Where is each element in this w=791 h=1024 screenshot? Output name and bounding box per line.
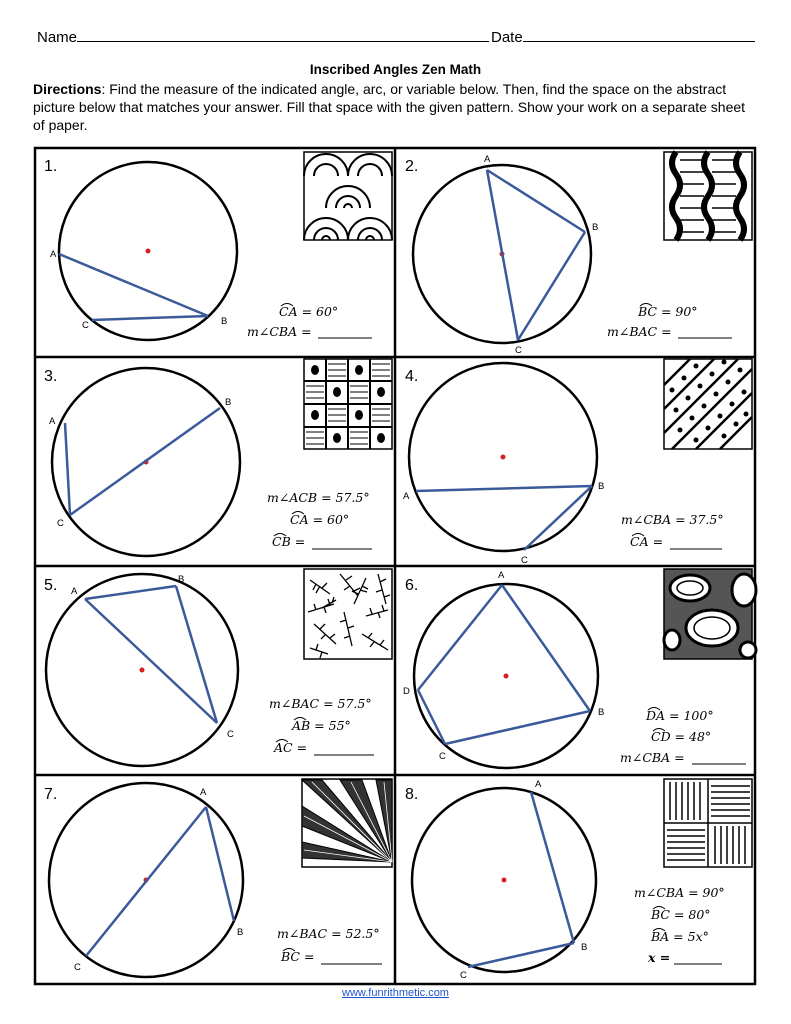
question-angle-cba: m∠CBA = [247,324,312,339]
problem-6 [403,569,756,768]
dotted-grid-pattern [304,359,392,449]
problem-number: 3. [44,368,58,385]
question-arc-ca: CA = [630,534,664,549]
rays-pattern [302,779,392,867]
date-label: Date [491,29,523,46]
grid-frame [35,148,755,984]
given-angle-cba: m∠CBA = 90° [634,885,725,900]
point-label-c: C [515,345,522,356]
given-angle-bac: m∠BAC = 52.5° [277,926,380,941]
worksheet-title: Inscribed Angles Zen Math [309,62,482,77]
question-arc-ac: AC = [274,740,308,755]
leaves-pattern [304,569,392,659]
chords [468,792,574,967]
given-arc-bc: BC = 90° [638,304,698,319]
point-label-c: C [82,320,89,331]
chords [416,486,592,550]
problem-number: 4. [405,368,419,385]
given-arc-ab: AB = 55° [292,718,351,733]
given-arc-bc: BC = 80° [651,907,711,922]
problem-number: 6. [405,577,419,594]
directions-text: : Find the measure of the indicated angle, arc, or variable below. Then, find the space on the abstract picture below that matches your answer. Fill that space with the given pattern. Show your work on a separate sheet of paper. [33,81,746,133]
problem-number: 7. [44,786,58,803]
center-point [140,668,145,673]
given-arc-ba: BA = 5x° [651,929,709,944]
point-label-a: A [403,491,410,502]
given-angle-cba: m∠CBA = 37.5° [621,512,724,527]
problem-number: 5. [44,577,58,594]
directions-label: Directions [33,81,102,97]
given-angle-acb: m∠ACB = 57.5° [267,490,370,505]
given-arc-ca: CA = 60° [290,512,350,527]
question-arc-bc: BC = [281,949,315,964]
scales-pattern [304,152,392,240]
point-label-a: A [71,586,78,597]
question-angle-cba: m∠CBA = [620,750,685,765]
problem-number: 2. [405,158,419,175]
given-angle-bac: m∠BAC = 57.5° [269,696,372,711]
point-label-c: C [439,751,446,762]
question-angle-bac: m∠BAC = [607,324,672,339]
problem-8 [405,779,752,981]
problem-2 [405,152,752,356]
given-arc-cd: CD = 48° [651,729,712,744]
footer-link[interactable]: www.funrithmetic.com [342,987,449,999]
point-label-c: C [227,729,234,740]
point-label-b: B [237,927,244,938]
problem-number: 1. [44,158,58,175]
problem-7 [44,779,392,977]
chords [85,586,217,723]
point-label-a: A [535,779,542,790]
diagonal-dots-pattern [664,359,752,449]
problem-number: 8. [405,786,419,803]
point-label-b: B [225,397,232,408]
given-arc-ca: CA = 60° [279,304,339,319]
point-label-a: A [200,787,207,798]
point-label-a: A [49,416,56,427]
problem-4 [403,359,752,566]
point-label-a: A [484,154,491,165]
point-label-d: D [403,686,410,697]
center-point [502,878,507,883]
point-label-b: B [581,942,588,953]
problem-1 [44,152,392,340]
wave-stripes-pattern [664,152,752,240]
center-point [146,249,151,254]
point-label-b: B [221,316,228,327]
point-label-b: B [598,481,605,492]
point-label-b: B [178,574,185,585]
question-x: x = [648,950,671,965]
point-label-c: C [521,555,528,566]
given-arc-da: DA = 100° [646,708,714,723]
point-label-c: C [74,962,81,973]
chords [65,408,220,515]
point-label-b: B [592,222,599,233]
point-label-c: C [57,518,64,529]
question-arc-cb: CB = [272,534,306,549]
name-label: Name [37,29,78,46]
problem-3 [44,359,392,556]
pebbles-pattern [664,569,756,659]
point-label-b: B [598,707,605,718]
center-point [501,455,506,460]
point-label-a: A [498,570,505,581]
basketweave-pattern [664,779,752,867]
problem-5 [44,569,392,766]
point-label-a: A [50,249,57,260]
chords [86,807,234,956]
center-point [504,674,509,679]
point-label-c: C [460,970,467,981]
